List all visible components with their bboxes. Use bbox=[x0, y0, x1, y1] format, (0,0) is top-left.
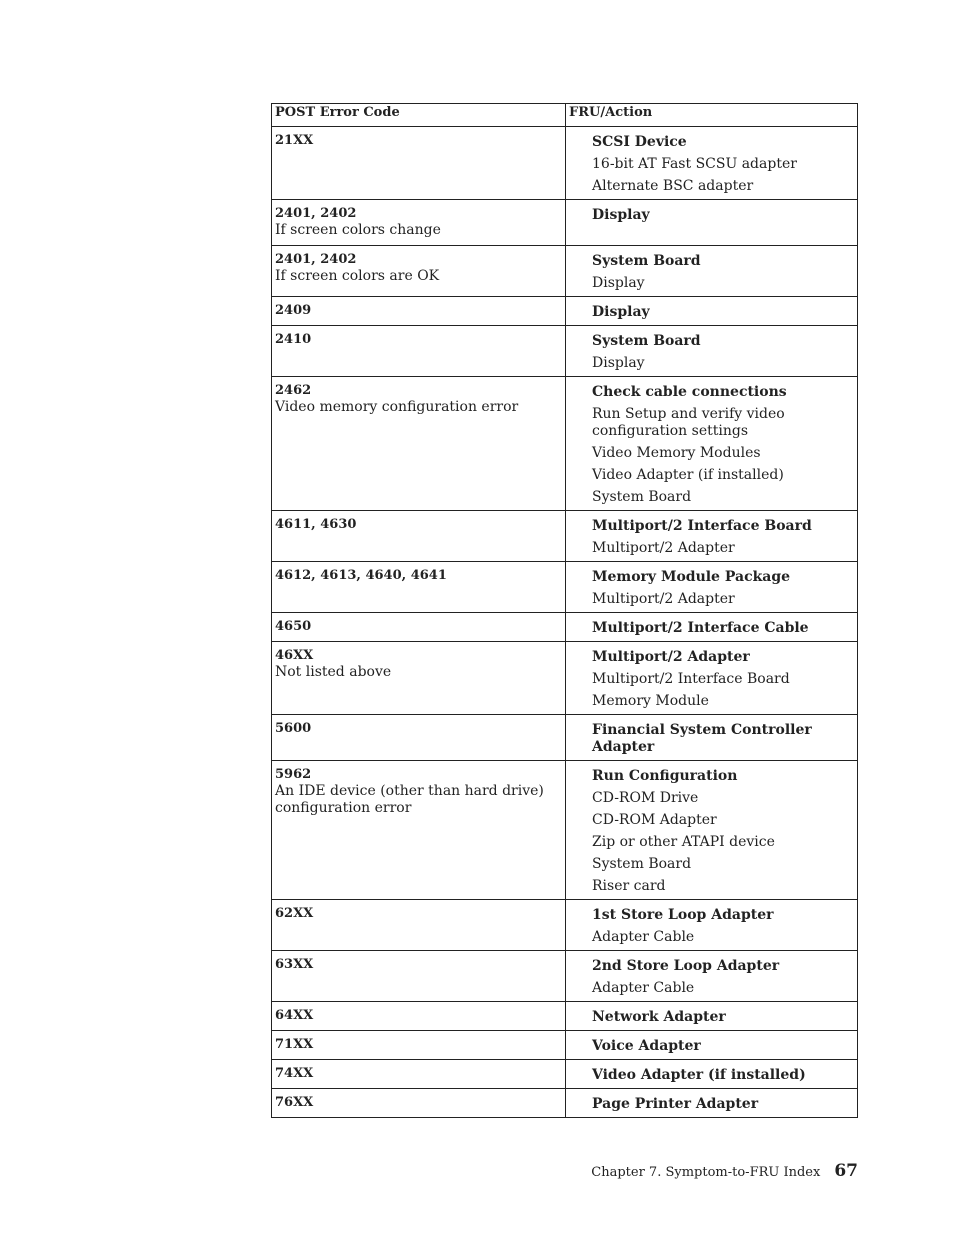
fru-action-item: Riser card bbox=[592, 878, 666, 894]
error-code: 5600 bbox=[275, 721, 312, 736]
fru-table bbox=[271, 103, 858, 1118]
error-code-cell bbox=[272, 127, 566, 200]
fru-action-cell bbox=[566, 562, 858, 613]
fru-action-item: Memory Module Package bbox=[592, 569, 791, 585]
error-code: 46XX bbox=[275, 648, 314, 663]
error-code-cell bbox=[272, 1031, 566, 1060]
fru-action-item: Multiport/2 Adapter bbox=[592, 591, 735, 607]
table-row bbox=[272, 951, 858, 1002]
fru-action-item: 1st Store Loop Adapter bbox=[592, 907, 774, 923]
fru-action-cell bbox=[566, 326, 858, 377]
fru-action-item: Adapter Cable bbox=[592, 980, 695, 996]
fru-action-item: CD-ROM Adapter bbox=[592, 812, 717, 828]
fru-action-item: Display bbox=[592, 355, 645, 371]
error-code: 62XX bbox=[275, 906, 314, 921]
error-code-cell bbox=[272, 377, 566, 511]
fru-action-item: System Board bbox=[592, 333, 701, 349]
fru-action-cell bbox=[566, 761, 858, 900]
error-code: 74XX bbox=[275, 1066, 314, 1081]
fru-action-item: Page Printer Adapter bbox=[592, 1096, 759, 1112]
error-code: 2409 bbox=[275, 303, 312, 318]
error-code-cell bbox=[272, 1002, 566, 1031]
fru-action-cell bbox=[566, 900, 858, 951]
table-row bbox=[272, 1031, 858, 1060]
table-header-row bbox=[272, 104, 858, 127]
fru-action-cell bbox=[566, 642, 858, 715]
fru-action-item: System Board bbox=[592, 253, 701, 269]
fru-action-cell bbox=[566, 715, 858, 761]
error-code: 2462 bbox=[275, 383, 312, 398]
fru-action-item: Alternate BSC adapter bbox=[592, 178, 754, 194]
table-body bbox=[272, 127, 858, 1118]
error-code: 64XX bbox=[275, 1008, 314, 1023]
error-code-cell bbox=[272, 562, 566, 613]
chapter-title: Chapter 7. Symptom-to-FRU Index bbox=[591, 1165, 821, 1180]
error-code-cell bbox=[272, 642, 566, 715]
fru-action-item: Voice Adapter bbox=[592, 1038, 701, 1054]
fru-action-item: Memory Module bbox=[592, 693, 709, 709]
error-code: 4612, 4613, 4640, 4641 bbox=[275, 568, 447, 583]
fru-action-item: Multiport/2 Interface Board bbox=[592, 671, 790, 687]
fru-action-item: Financial System Controller Adapter bbox=[592, 722, 812, 755]
page-footer bbox=[591, 1161, 858, 1181]
fru-action-item: Display bbox=[592, 304, 650, 320]
error-code-cell bbox=[272, 511, 566, 562]
table-row bbox=[272, 1089, 858, 1118]
error-description: If screen colors are OK bbox=[275, 268, 440, 284]
fru-action-cell bbox=[566, 246, 858, 297]
table-row bbox=[272, 127, 858, 200]
error-code: 2401, 2402 bbox=[275, 252, 357, 267]
fru-action-item: Zip or other ATAPI device bbox=[592, 834, 775, 850]
fru-action-cell bbox=[566, 1031, 858, 1060]
error-code-cell bbox=[272, 297, 566, 326]
table-row bbox=[272, 377, 858, 511]
fru-action-item: System Board bbox=[592, 856, 692, 872]
fru-action-item: CD-ROM Drive bbox=[592, 790, 699, 806]
fru-action-item: Check cable connections bbox=[592, 384, 787, 400]
error-description: If screen colors change bbox=[275, 222, 441, 238]
fru-action-cell bbox=[566, 1089, 858, 1118]
fru-action-cell bbox=[566, 1060, 858, 1089]
fru-action-cell bbox=[566, 297, 858, 326]
table-row bbox=[272, 326, 858, 377]
error-code: 2401, 2402 bbox=[275, 206, 357, 221]
fru-action-item: Multiport/2 Interface Cable bbox=[592, 620, 809, 636]
fru-action-cell bbox=[566, 511, 858, 562]
fru-action-item: Network Adapter bbox=[592, 1009, 726, 1025]
table-row bbox=[272, 511, 858, 562]
error-code-cell bbox=[272, 326, 566, 377]
fru-action-item: Video Memory Modules bbox=[592, 445, 761, 461]
fru-action-item: Video Adapter (if installed) bbox=[592, 1067, 806, 1083]
header-fru-action: FRU/Action bbox=[566, 104, 858, 127]
table-row bbox=[272, 246, 858, 297]
error-code-cell bbox=[272, 761, 566, 900]
fru-action-cell bbox=[566, 1002, 858, 1031]
fru-action-cell bbox=[566, 613, 858, 642]
fru-action-item: Run Setup and verify video configuration settings bbox=[592, 406, 785, 439]
table-row bbox=[272, 1002, 858, 1031]
table-row bbox=[272, 642, 858, 715]
header-post-error-code: POST Error Code bbox=[272, 104, 566, 127]
error-code: 63XX bbox=[275, 957, 314, 972]
fru-action-item: Multiport/2 Adapter bbox=[592, 540, 735, 556]
error-code: 76XX bbox=[275, 1095, 314, 1110]
fru-action-item: System Board bbox=[592, 489, 692, 505]
table-row bbox=[272, 900, 858, 951]
error-code-cell bbox=[272, 715, 566, 761]
error-code-cell bbox=[272, 613, 566, 642]
fru-action-cell bbox=[566, 127, 858, 200]
error-code: 2410 bbox=[275, 332, 312, 347]
error-code-cell bbox=[272, 200, 566, 246]
fru-action-item: Video Adapter (if installed) bbox=[592, 467, 784, 483]
page-number: 67 bbox=[834, 1161, 858, 1181]
fru-action-item: Display bbox=[592, 207, 650, 223]
table-row bbox=[272, 761, 858, 900]
table-row bbox=[272, 715, 858, 761]
error-code: 71XX bbox=[275, 1037, 314, 1052]
error-code-cell bbox=[272, 1060, 566, 1089]
table-row bbox=[272, 1060, 858, 1089]
fru-action-item: 16-bit AT Fast SCSU adapter bbox=[592, 156, 797, 172]
error-description: Video memory configuration error bbox=[275, 399, 519, 415]
fru-action-item: Multiport/2 Interface Board bbox=[592, 518, 812, 534]
fru-action-item: SCSI Device bbox=[592, 134, 687, 150]
error-code-cell bbox=[272, 900, 566, 951]
error-code-cell bbox=[272, 951, 566, 1002]
error-code: 4650 bbox=[275, 619, 312, 634]
table-row bbox=[272, 613, 858, 642]
fru-action-item: Run Configuration bbox=[592, 768, 738, 784]
error-code: 21XX bbox=[275, 133, 314, 148]
fru-action-item: Multiport/2 Adapter bbox=[592, 649, 750, 665]
error-code-cell bbox=[272, 1089, 566, 1118]
table-row bbox=[272, 200, 858, 246]
error-code: 5962 bbox=[275, 767, 312, 782]
fru-action-cell bbox=[566, 200, 858, 246]
fru-action-cell bbox=[566, 951, 858, 1002]
error-description: An IDE device (other than hard drive) configuration error bbox=[275, 783, 544, 816]
error-code: 4611, 4630 bbox=[275, 517, 357, 532]
error-description: Not listed above bbox=[275, 664, 392, 680]
fru-action-item: 2nd Store Loop Adapter bbox=[592, 958, 780, 974]
fru-action-cell bbox=[566, 377, 858, 511]
fru-action-item: Adapter Cable bbox=[592, 929, 695, 945]
table-row bbox=[272, 562, 858, 613]
error-code-cell bbox=[272, 246, 566, 297]
table-row bbox=[272, 297, 858, 326]
fru-action-item: Display bbox=[592, 275, 645, 291]
